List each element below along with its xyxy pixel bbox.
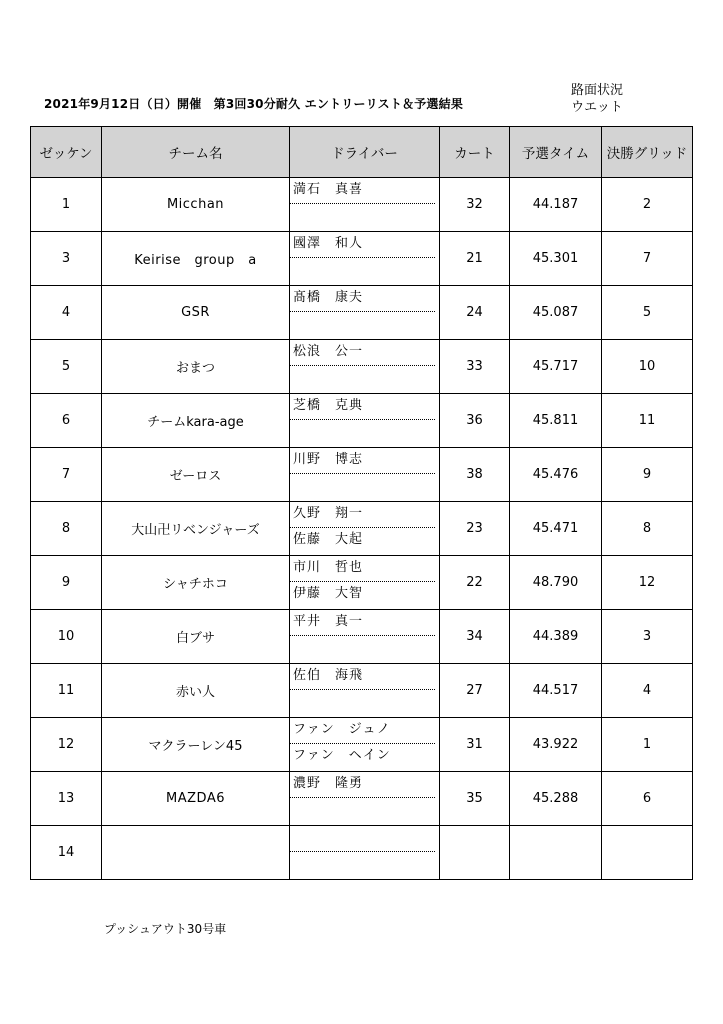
column-header-number: ゼッケン [31,127,102,178]
column-header-driver: ドライバー [290,127,440,178]
cell-qualifying-time: 45.811 [510,394,602,448]
cell-number: 6 [31,394,102,448]
table-header-row [31,127,693,178]
surface-value: ウエット [571,100,623,115]
cell-kart: 31 [440,718,510,772]
cell-team: MAZDA6 [102,772,290,826]
driver-2 [290,690,439,716]
cell-team: GSR [102,286,290,340]
driver-1: 國澤 和人 [290,232,435,258]
table-row [31,502,693,556]
cell-team: おまつ [102,340,290,394]
cell-team: 大山卍リベンジャーズ [102,502,290,556]
cell-driver [290,448,440,502]
cell-kart: 27 [440,664,510,718]
cell-kart: 34 [440,610,510,664]
cell-qualifying-time: 44.187 [510,178,602,232]
cell-number: 5 [31,340,102,394]
cell-number: 12 [31,718,102,772]
table-row [31,718,693,772]
cell-qualifying-time: 45.717 [510,340,602,394]
page-title: 2021年9月12日（日）開催 第3回30分耐久 エントリーリスト＆予選結果 [44,97,464,111]
driver-1: 松浪 公一 [290,340,435,366]
column-header-qualifying-time: 予選タイム [510,127,602,178]
cell-final-grid: 5 [602,286,693,340]
table-row [31,178,693,232]
cell-team: マクラーレン45 [102,718,290,772]
cell-kart: 32 [440,178,510,232]
column-header-kart: カート [440,127,510,178]
column-header-team: チーム名 [102,127,290,178]
cell-kart: 38 [440,448,510,502]
driver-2 [290,474,439,500]
table-row [31,232,693,286]
table-row [31,340,693,394]
cell-kart: 24 [440,286,510,340]
driver-1: 平井 真一 [290,610,435,636]
cell-qualifying-time [510,826,602,880]
cell-kart: 22 [440,556,510,610]
track-surface-status [548,82,646,116]
driver-1: 久野 翔一 [290,502,435,528]
cell-team [102,826,290,880]
table-row [31,826,693,880]
cell-qualifying-time: 44.389 [510,610,602,664]
footer-note: プッシュアウト30号車 [104,922,227,936]
table-row [31,286,693,340]
cell-final-grid: 9 [602,448,693,502]
cell-driver [290,394,440,448]
entry-results-table [30,126,693,880]
cell-qualifying-time: 44.517 [510,664,602,718]
cell-qualifying-time: 43.922 [510,718,602,772]
table-row [31,610,693,664]
cell-final-grid: 11 [602,394,693,448]
cell-kart: 33 [440,340,510,394]
cell-number: 10 [31,610,102,664]
cell-final-grid: 2 [602,178,693,232]
driver-1: 濃野 隆勇 [290,772,435,798]
driver-1: 満石 真喜 [290,178,435,204]
driver-2 [290,258,439,284]
table-row [31,448,693,502]
cell-final-grid: 3 [602,610,693,664]
cell-driver [290,772,440,826]
cell-team: ゼーロス [102,448,290,502]
cell-kart: 23 [440,502,510,556]
driver-2 [290,366,439,392]
cell-team: 赤い人 [102,664,290,718]
cell-final-grid [602,826,693,880]
driver-1: 川野 博志 [290,448,435,474]
driver-1 [290,826,435,852]
cell-number: 11 [31,664,102,718]
cell-qualifying-time: 45.087 [510,286,602,340]
cell-team: チームkara-age [102,394,290,448]
cell-driver [290,340,440,394]
cell-qualifying-time: 45.288 [510,772,602,826]
driver-1: ファン ジュノ [290,718,435,744]
table-row [31,664,693,718]
cell-final-grid: 1 [602,718,693,772]
cell-number: 14 [31,826,102,880]
driver-1: 佐伯 海飛 [290,664,435,690]
surface-label: 路面状況 [570,83,623,98]
cell-number: 3 [31,232,102,286]
cell-final-grid: 7 [602,232,693,286]
driver-1: 市川 哲也 [290,556,435,582]
table-row [31,394,693,448]
cell-driver [290,826,440,880]
cell-qualifying-time: 48.790 [510,556,602,610]
cell-qualifying-time: 45.471 [510,502,602,556]
driver-2 [290,636,439,662]
cell-driver [290,718,440,772]
cell-final-grid: 10 [602,340,693,394]
cell-driver [290,178,440,232]
column-header-final-grid: 決勝グリッド [602,127,693,178]
cell-number: 9 [31,556,102,610]
cell-kart: 35 [440,772,510,826]
cell-kart: 21 [440,232,510,286]
table-row [31,556,693,610]
cell-driver [290,556,440,610]
cell-number: 13 [31,772,102,826]
driver-2: 伊藤 大智 [293,586,364,601]
driver-2 [290,312,439,338]
driver-2: 佐藤 大起 [293,532,364,547]
driver-2 [290,798,439,824]
driver-1: 芝橋 克典 [290,394,435,420]
driver-2 [290,420,439,446]
cell-final-grid: 12 [602,556,693,610]
cell-number: 7 [31,448,102,502]
cell-driver [290,664,440,718]
cell-qualifying-time: 45.301 [510,232,602,286]
cell-kart [440,826,510,880]
driver-1: 髙橋 康夫 [290,286,435,312]
driver-2 [290,852,439,878]
cell-qualifying-time: 45.476 [510,448,602,502]
cell-driver [290,610,440,664]
cell-team: Keirise group a [102,232,290,286]
cell-driver [290,286,440,340]
cell-team: 白ブサ [102,610,290,664]
cell-final-grid: 8 [602,502,693,556]
cell-driver [290,502,440,556]
driver-2: ファン ヘイン [293,748,391,763]
cell-driver [290,232,440,286]
cell-number: 1 [31,178,102,232]
cell-team: シャチホコ [102,556,290,610]
cell-team: Micchan [102,178,290,232]
cell-kart: 36 [440,394,510,448]
table-row [31,772,693,826]
cell-number: 4 [31,286,102,340]
cell-final-grid: 6 [602,772,693,826]
cell-number: 8 [31,502,102,556]
driver-2 [290,204,439,230]
cell-final-grid: 4 [602,664,693,718]
